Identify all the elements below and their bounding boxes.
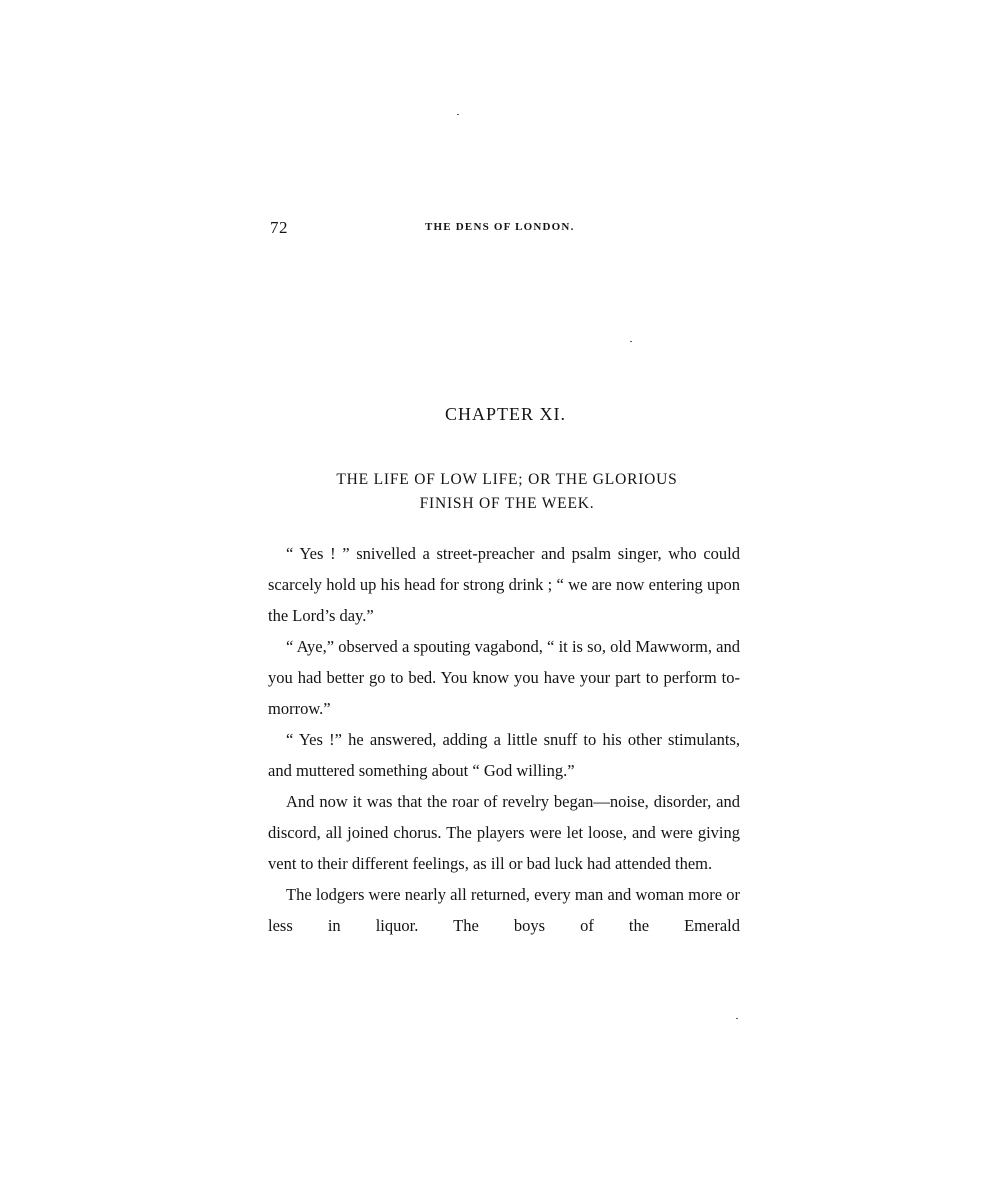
page-number: 72 <box>270 218 288 237</box>
chapter-heading: CHAPTER XI. <box>444 404 566 424</box>
body-text <box>268 538 740 941</box>
running-title: THE DENS OF LONDON. <box>425 221 575 233</box>
paragraph-1: “ Yes ! ” snivelled a street-preacher and psalm singer, who could scarcely hold up his head for strong drink ; “ we are now entering upon the Lord’s day.” <box>268 544 740 625</box>
print-speck <box>736 1018 738 1019</box>
chapter-title-line-1: THE LIFE OF LOW LIFE; OR THE GLORIOUS <box>336 471 678 488</box>
paragraph-3: “ Yes !” he answered, adding a little snuff to his other stimulants, and muttered something about “ God willing.” <box>268 730 740 780</box>
print-speck <box>457 114 459 115</box>
running-head <box>270 218 750 240</box>
paragraph-5: The lodgers were nearly all returned, every man and woman more or less in liquor. The boys of the Emerald <box>268 885 740 935</box>
paragraph-2: “ Aye,” observed a spouting vagabond, “ it is so, old Mawworm, and you had better go to bed. You know you have your part to perform to-morrow.” <box>268 637 740 718</box>
paragraph-4: And now it was that the roar of revelry began—noise, disorder, and discord, all joined chorus. The players were let loose, and were giving vent to their different feelings, as ill or bad luck had attended them. <box>268 792 740 873</box>
chapter-title <box>268 468 746 516</box>
chapter-title-line-2: FINISH OF THE WEEK. <box>419 495 595 512</box>
print-speck <box>630 341 632 342</box>
